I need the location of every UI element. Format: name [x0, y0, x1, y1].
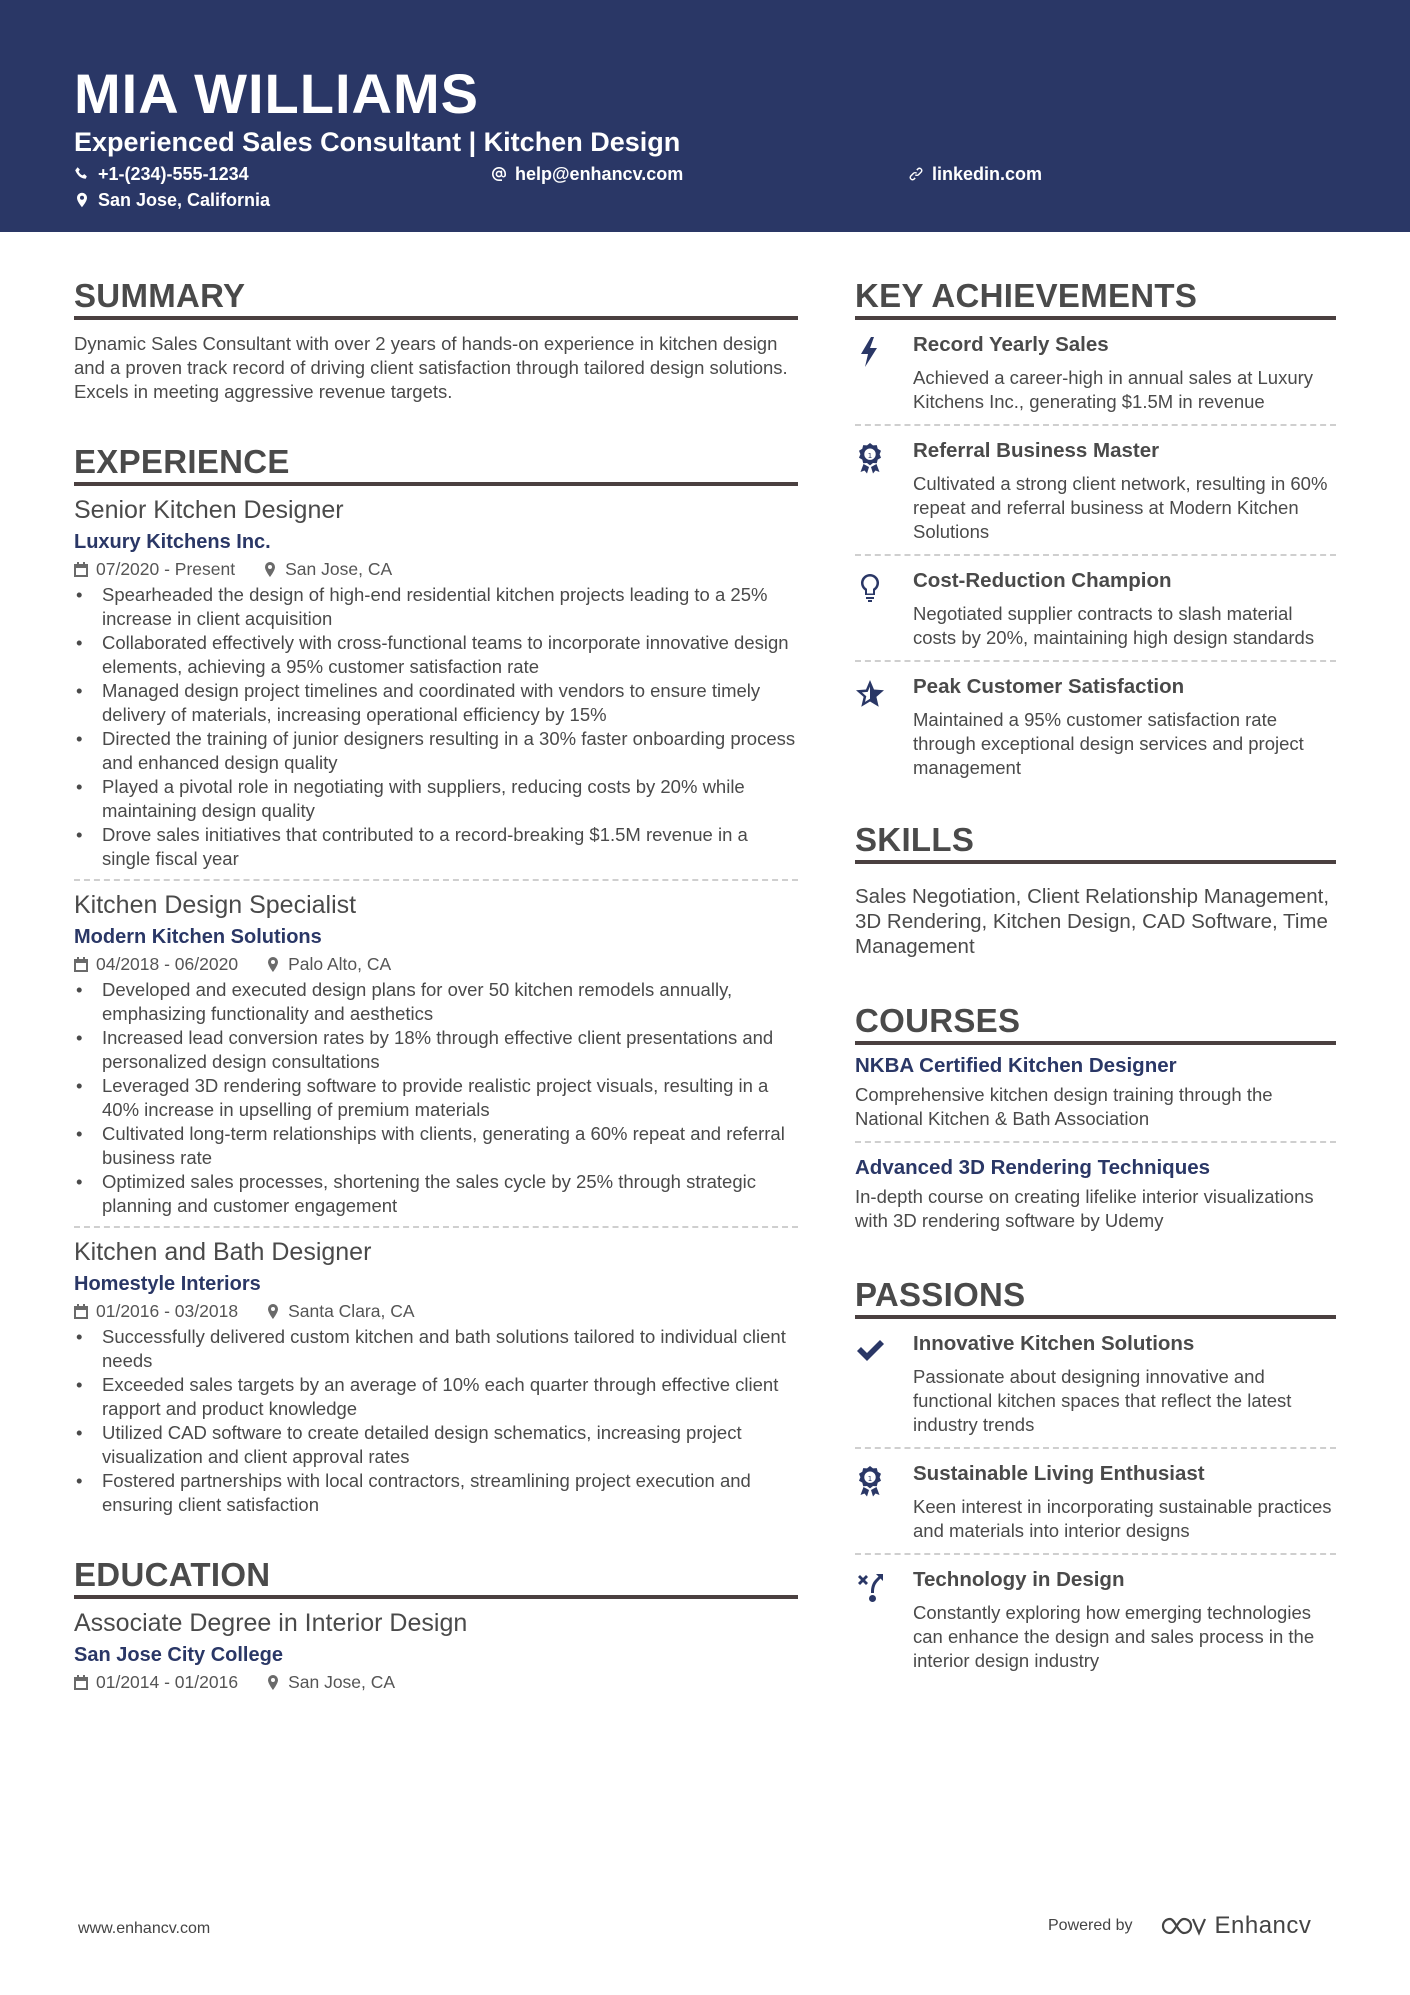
powered-by-label: Powered by [1048, 1917, 1133, 1934]
courses-heading: COURSES [855, 1001, 1336, 1045]
bullet: • Developed and executed design plans for over 50 kitchen remodels annually, emphasizing functionality and aesthetics [74, 978, 798, 1026]
bullet: • Successfully delivered custom kitchen and bath solutions tailored to individual client needs [74, 1325, 798, 1373]
map-pin-icon [74, 192, 90, 208]
svg-text:1: 1 [867, 1475, 873, 1483]
map-pin-icon [266, 1304, 280, 1319]
bullet: • Managed design project timelines and coordinated with vendors to ensure timely delivery of materials, increasing operational efficiency by 15% [74, 679, 798, 727]
bullet: • Collaborated effectively with cross-functional teams to incorporate innovative design elements, achieving a 95% customer satisfaction rate [74, 631, 798, 679]
phone-text: +1-(234)-555-1234 [98, 164, 249, 184]
job-bullets [74, 583, 798, 871]
job-bullets [74, 1325, 798, 1517]
passion-item [855, 1319, 1336, 1447]
calendar-icon [74, 957, 88, 972]
map-pin-icon [266, 957, 280, 972]
course-item [855, 1045, 1336, 1141]
lightning-icon [855, 336, 885, 368]
achievement-desc: Maintained a 95% customer satisfaction rate through exceptional design services and project management [913, 709, 1304, 778]
calendar-icon [74, 1304, 88, 1319]
bullet: • Directed the training of junior designers resulting in a 30% faster onboarding process and enhanced design quality [74, 727, 798, 775]
course-item [855, 1141, 1336, 1243]
company-name: Homestyle Interiors [74, 1273, 261, 1295]
job-title: Kitchen and Bath Designer [74, 1238, 372, 1266]
award-ribbon-icon [855, 1465, 885, 1497]
school-name: San Jose City College [74, 1644, 283, 1666]
link-icon [908, 166, 924, 182]
contact-location [74, 189, 270, 211]
contact-linkedin[interactable] [908, 163, 1042, 185]
job-location: Palo Alto, CA [288, 954, 392, 974]
job-meta [74, 1299, 798, 1323]
summary-heading: SUMMARY [74, 276, 798, 320]
bullet: • Utilized CAD software to create detailed design schematics, increasing project visualization and client approval rates [74, 1421, 798, 1469]
education-heading: EDUCATION [74, 1555, 798, 1599]
bullet: • Leveraged 3D rendering software to provide realistic project visuals, resulting in a 40% increase in upselling of premium materials [74, 1074, 798, 1122]
passion-desc: Passionate about designing innovative and functional kitchen spaces that reflect the latest industry trends [913, 1366, 1292, 1435]
job-entry [74, 1226, 798, 1525]
strategy-route-icon [855, 1571, 885, 1603]
map-pin-icon [266, 1675, 280, 1690]
contact-phone[interactable] [74, 163, 249, 185]
contact-email[interactable] [491, 163, 683, 185]
passion-title: Innovative Kitchen Solutions [913, 1332, 1195, 1355]
passions-heading: PASSIONS [855, 1275, 1336, 1319]
job-entry [74, 879, 798, 1226]
experience-heading: EXPERIENCE [74, 442, 798, 486]
skills-text: Sales Negotiation, Client Relationship Management, 3D Rendering, Kitchen Design, CAD Software, Time Management [855, 885, 1330, 958]
award-ribbon-icon [855, 442, 885, 474]
svg-text:1: 1 [867, 452, 873, 460]
footer-branding [1048, 1912, 1311, 1940]
education-entry [74, 1607, 798, 1702]
passion-item [855, 1553, 1336, 1683]
bullet: • Drove sales initiatives that contributed to a record-breaking $1.5M revenue in a single fiscal year [74, 823, 798, 871]
footer-website[interactable]: www.enhancv.com [78, 1920, 211, 1937]
job-meta [74, 557, 798, 581]
brand-name: Enhancv [1214, 1912, 1312, 1939]
left-column [74, 276, 798, 1702]
summary-text: Dynamic Sales Consultant with over 2 years of hands-on experience in kitchen design and a proven track record of driving client satisfaction through tailored design solutions. Excels in meeting aggressive revenue targets. [74, 333, 788, 402]
right-column [855, 276, 1336, 1683]
bullet: • Played a pivotal role in negotiating with suppliers, reducing costs by 20% while maintaining design quality [74, 775, 798, 823]
email-text: help@enhancv.com [515, 164, 684, 184]
achievement-desc: Cultivated a strong client network, resulting in 60% repeat and referral business at Modern Kitchen Solutions [913, 473, 1328, 542]
degree: Associate Degree in Interior Design [74, 1609, 468, 1637]
bullet: • Exceeded sales targets by an average of 10% each quarter through effective client rapport and product knowledge [74, 1373, 798, 1421]
passion-title: Technology in Design [913, 1568, 1125, 1591]
phone-icon [74, 166, 90, 182]
star-icon [855, 678, 885, 710]
at-sign-icon [491, 166, 507, 182]
job-location: Santa Clara, CA [288, 1301, 415, 1321]
map-pin-icon [263, 562, 277, 577]
linkedin-text: linkedin.com [932, 164, 1043, 184]
achievement-title: Peak Customer Satisfaction [913, 675, 1185, 698]
candidate-name: MIA WILLIAMS [74, 62, 479, 125]
job-title: Senior Kitchen Designer [74, 496, 344, 524]
bullet: • Spearheaded the design of high-end residential kitchen projects leading to a 25% increase in client acquisition [74, 583, 798, 631]
calendar-icon [74, 1675, 88, 1690]
achievement-item [855, 320, 1336, 424]
course-title: NKBA Certified Kitchen Designer [855, 1054, 1177, 1077]
candidate-title: Experienced Sales Consultant | Kitchen Design [74, 127, 681, 157]
course-title: Advanced 3D Rendering Techniques [855, 1156, 1211, 1179]
location-text: San Jose, California [98, 190, 271, 210]
passion-desc: Keen interest in incorporating sustainable practices and materials into interior designs [913, 1496, 1332, 1541]
job-dates: 04/2018 - 06/2020 [96, 954, 239, 974]
bullet: • Optimized sales processes, shortening the sales cycle by 25% through strategic planning and customer engagement [74, 1170, 798, 1218]
achievement-desc: Negotiated supplier contracts to slash material costs by 20%, maintaining high design standards [913, 603, 1315, 648]
job-title: Kitchen Design Specialist [74, 891, 357, 919]
bullet: • Fostered partnerships with local contractors, streamlining project execution and ensuring client satisfaction [74, 1469, 798, 1517]
passion-title: Sustainable Living Enthusiast [913, 1462, 1205, 1485]
education-location: San Jose, CA [288, 1672, 396, 1692]
company-name: Luxury Kitchens Inc. [74, 531, 271, 553]
lightbulb-icon [855, 572, 885, 604]
achievement-desc: Achieved a career-high in annual sales at Luxury Kitchens Inc., generating $1.5M in revenue [913, 367, 1314, 412]
job-location: San Jose, CA [285, 559, 393, 579]
achievement-title: Cost-Reduction Champion [913, 569, 1172, 592]
achievement-title: Referral Business Master [913, 439, 1160, 462]
enhancv-logo-icon [1159, 1914, 1207, 1938]
skills-heading: SKILLS [855, 820, 1336, 864]
bullet: • Increased lead conversion rates by 18% through effective client presentations and personalized design consultations [74, 1026, 798, 1074]
company-name: Modern Kitchen Solutions [74, 926, 322, 948]
achievement-item [855, 554, 1336, 660]
education-meta [74, 1670, 798, 1694]
passion-desc: Constantly exploring how emerging technologies can enhance the design and sales process in the interior design industry [913, 1602, 1315, 1671]
education-dates: 01/2014 - 01/2016 [96, 1672, 239, 1692]
achievements-heading: KEY ACHIEVEMENTS [855, 276, 1336, 320]
achievement-title: Record Yearly Sales [913, 333, 1109, 356]
bullet: • Cultivated long-term relationships with clients, generating a 60% repeat and referral business rate [74, 1122, 798, 1170]
job-bullets [74, 978, 798, 1218]
course-desc: Comprehensive kitchen design training through the National Kitchen & Bath Association [855, 1084, 1273, 1129]
calendar-icon [74, 562, 88, 577]
achievement-item [855, 660, 1336, 790]
course-desc: In-depth course on creating lifelike interior visualizations with 3D rendering software by Udemy [855, 1186, 1314, 1231]
passion-item [855, 1447, 1336, 1553]
job-dates: 07/2020 - Present [96, 559, 236, 579]
achievement-item [855, 424, 1336, 554]
job-entry [74, 494, 798, 879]
checkmark-icon [855, 1335, 885, 1367]
enhancv-logo[interactable] [1159, 1912, 1312, 1940]
job-dates: 01/2016 - 03/2018 [96, 1301, 239, 1321]
job-meta [74, 952, 798, 976]
resume-header [0, 0, 1410, 232]
